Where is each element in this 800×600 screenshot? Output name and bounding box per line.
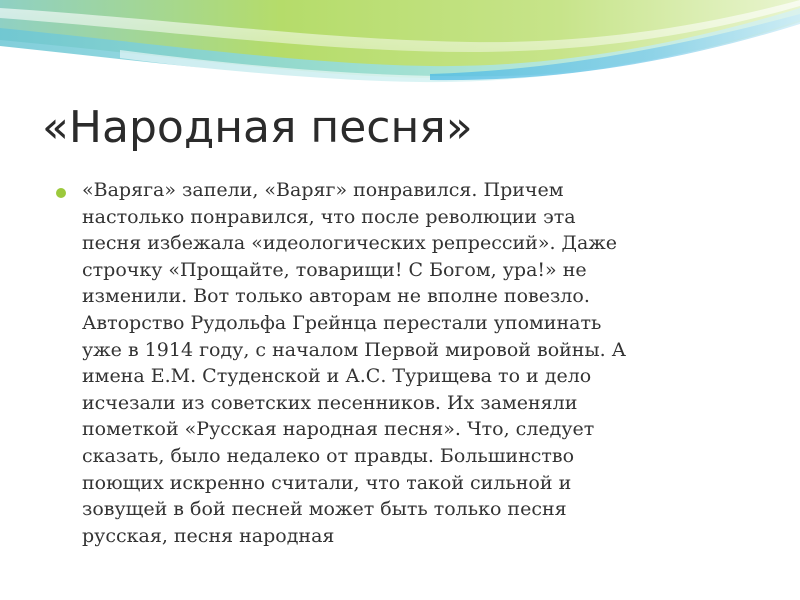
body-line: исчезали из советских песенников. Их заменяли <box>82 391 578 414</box>
body-line: настолько понравился, что после революции эта <box>82 205 576 228</box>
slide-title: «Народная песня» <box>42 102 473 153</box>
body-line: сказать, было недалеко от правды. Большинство <box>82 444 575 467</box>
body-paragraph <box>82 177 722 549</box>
body-line: зовущей в бой песней может быть только песня <box>82 498 567 521</box>
body-line: «Варяга» запели, «Варяг» понравился. Причем <box>82 179 564 201</box>
bullet-icon <box>56 188 66 198</box>
body-line: Авторство Рудольфа Грейнца перестали упоминать <box>82 311 602 334</box>
body-line: уже в 1914 году, с началом Первой мировой войны. А <box>82 338 627 361</box>
slide-content <box>82 177 722 549</box>
body-line: имена Е.М. Студенской и А.С. Турищева то и дело <box>82 365 592 388</box>
body-line: строчку «Прощайте, товарищи! С Богом, ура!» не <box>82 258 587 281</box>
body-line: поющих искренно считали, что такой сильной и <box>82 471 572 494</box>
body-line: изменили. Вот только авторам не вполне повезло. <box>82 285 590 308</box>
body-line: пометкой «Русская народная песня». Что, следует <box>82 418 595 441</box>
header-wave-decoration <box>0 0 800 110</box>
body-line: песня избежала «идеологических репрессий». Даже <box>82 232 618 255</box>
body-line: русская, песня народная <box>82 524 335 547</box>
